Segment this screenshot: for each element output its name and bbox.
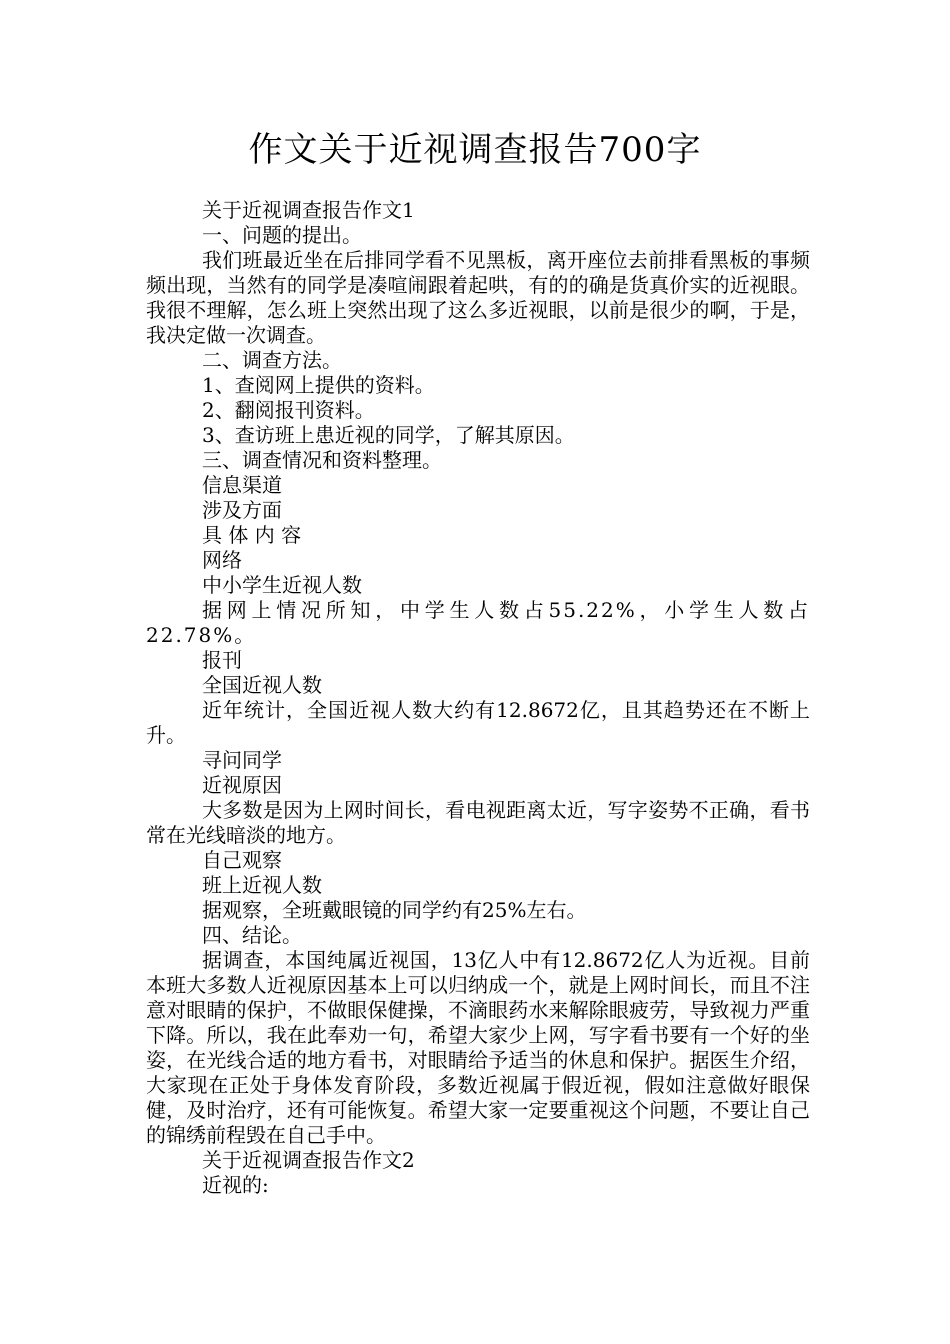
paragraph: 1、查阅网上提供的资料。 [202,373,435,397]
paragraph: 全国近视人数 [202,673,322,697]
paragraph: 近年统计，全国近视人数大约有12.8672亿，且其趋势还在不断上升。 [146,698,810,747]
paragraph: 一、问题的提出。 [202,223,362,247]
paragraph: 据网上情况所知，中学生人数占55.22%，小学生人数占22.78%。 [146,598,810,647]
paragraph: 据调查，本国纯属近视国，13亿人中有12.8672亿人为近视。目前本班大多数人近视原因基本上可以归纳成一个，就是上网时间长，而且不注意对眼睛的保护，不做眼保健操，不滴眼药水来解除眼疲劳，导致视力严重下降。所以，我在此奉劝一句，希望大家少上网，写字看书要有一个好的坐姿，在光线合适的地方看书，对眼睛给予适当的休息和保护。据医生介绍，大家现在正处于身体发育阶段，多数近视属于假近视，假如注意做好眼保健，及时治疗，还有可能恢复。希望大家一定要重视这个问题，不要让自己的锦绣前程毁在自己手中。 [146,948,810,1147]
paragraph: 2、翻阅报刊资料。 [202,398,375,422]
document-body [146,198,810,1198]
paragraph: 涉及方面 [202,498,282,522]
paragraph: 三、调查情况和资料整理。 [202,448,442,472]
paragraph: 3、查访班上患近视的同学，了解其原因。 [202,423,575,447]
paragraph: 关于近视调查报告作文1 [202,198,415,222]
paragraph: 班上近视人数 [202,873,322,897]
paragraph: 大多数是因为上网时间长，看电视距离太近，写字姿势不正确，看书常在光线暗淡的地方。 [146,798,810,847]
paragraph: 二、调查方法。 [202,348,342,372]
paragraph: 近视原因 [202,773,282,797]
paragraph: 报刊 [202,648,242,672]
paragraph: 网络 [202,548,242,572]
paragraph: 具 体 内 容 [202,523,302,547]
paragraph: 近视的: [202,1173,269,1197]
paragraph: 中小学生近视人数 [202,573,362,597]
document-title: 作文关于近视调查报告700字 [248,130,702,170]
paragraph: 据观察，全班戴眼镜的同学约有25%左右。 [202,898,587,922]
paragraph: 信息渠道 [202,473,282,497]
paragraph: 四、结论。 [202,923,302,947]
paragraph: 寻问同学 [202,748,282,772]
paragraph: 自己观察 [202,848,282,872]
paragraph: 我们班最近坐在后排同学看不见黑板，离开座位去前排看黑板的事频频出现，当然有的同学是凑喧闹跟着起哄，有的的确是货真价实的近视眼。我很不理解，怎么班上突然出现了这么多近视眼，以前是很少的啊，于是，我决定做一次调查。 [146,248,810,347]
paragraph: 关于近视调查报告作文2 [202,1148,415,1172]
